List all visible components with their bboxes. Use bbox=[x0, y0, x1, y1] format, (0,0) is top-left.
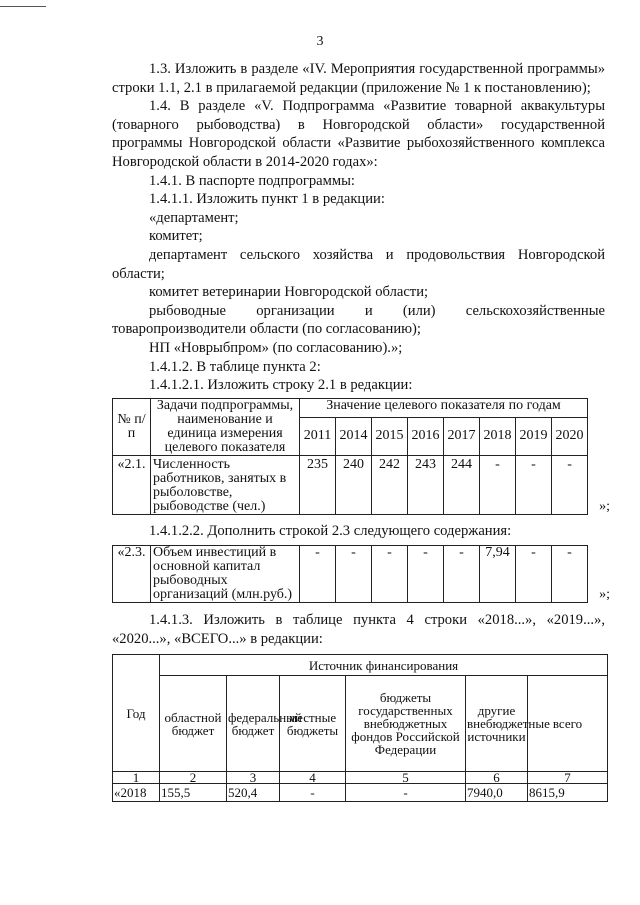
index-cell: 5 bbox=[346, 772, 466, 784]
index-cell: 4 bbox=[280, 772, 346, 784]
paragraph-1-4-1-2-2: 1.4.1.2.2. Дополнить строкой 2.3 следующего содержания: bbox=[149, 522, 512, 539]
paragraph-1-3: 1.3. Изложить в разделе «IV. Мероприятия государственной программы» строки 1.1, 2.1 в прилагаемой редакции (приложение № 1 к постановлению); bbox=[112, 61, 605, 96]
col-header-total: всего bbox=[528, 676, 608, 772]
table-closing-quote: »; bbox=[599, 498, 610, 514]
col-header-state-funds: бюджеты государственных внебюджетных фондов Российской Федерации bbox=[346, 676, 466, 772]
value-cell: 7,94 bbox=[480, 546, 516, 603]
col-header-year: Год bbox=[113, 655, 160, 772]
value-cell: 235 bbox=[300, 455, 336, 514]
investment-table bbox=[112, 545, 588, 603]
col-header-other: другие внебюджетные источники bbox=[466, 676, 528, 772]
list-item-fish-orgs: рыбоводные организации и (или) сельскохозяйственные товаропроизводители области (по согласованию); bbox=[112, 302, 605, 338]
row-name: Численность работников, занятых в рыболовстве, рыбоводстве (чел.) bbox=[151, 455, 300, 514]
year-cell: «2018 bbox=[113, 784, 160, 802]
funding-table bbox=[112, 654, 608, 802]
index-cell: 2 bbox=[160, 772, 227, 784]
value-cell: - bbox=[552, 455, 588, 514]
table-row bbox=[113, 455, 588, 514]
list-item-department: «департамент; bbox=[149, 209, 239, 226]
value-cell: - bbox=[408, 546, 444, 603]
col-header-task: Задачи подпрограммы, наименование и единица измерения целевого показателя bbox=[151, 398, 300, 455]
col-header-local: местные бюджеты bbox=[280, 676, 346, 772]
paragraph-1-4: 1.4. В разделе «V. Подпрограмма «Развитие товарной аквакультуры (товарного рыбоводства) в Новгородской области» государственной программы Новгородской области «Развитие рыбохозяйственного комплекса Новгородской области в 2014-2020 годах»: bbox=[112, 98, 605, 170]
value-cell: 520,4 bbox=[227, 784, 280, 802]
paragraph-1-4-1: 1.4.1. В паспорте подпрограммы: bbox=[149, 172, 355, 189]
year-header: 2020 bbox=[552, 418, 588, 456]
list-item-vet-committee: комитет ветеринарии Новгородской области; bbox=[149, 284, 429, 301]
row-name: Объем инвестиций в основной капитал рыбоводных организаций (млн.руб.) bbox=[151, 546, 300, 603]
row-number: «2.1. bbox=[113, 455, 151, 514]
table-row bbox=[113, 784, 608, 802]
year-header: 2015 bbox=[372, 418, 408, 456]
index-cell: 7 bbox=[528, 772, 608, 784]
value-cell: 244 bbox=[444, 455, 480, 514]
value-cell: 155,5 bbox=[160, 784, 227, 802]
year-header: 2018 bbox=[480, 418, 516, 456]
list-item-np: НП «Новрыбпром» (по согласованию).»; bbox=[149, 339, 403, 356]
page-number: 3 bbox=[316, 34, 324, 49]
indicator-table bbox=[112, 398, 588, 515]
indicator-table-wrapper bbox=[112, 397, 610, 515]
paragraph-1-4-1-3: 1.4.1.3. Изложить в таблице пункта 4 строки «2018...», «2019...», «2020...», «ВСЕГО...» в редакции: bbox=[112, 612, 605, 647]
index-row bbox=[113, 772, 608, 784]
year-header: 2011 bbox=[300, 418, 336, 456]
value-cell: 242 bbox=[372, 455, 408, 514]
index-cell: 3 bbox=[227, 772, 280, 784]
year-header: 2014 bbox=[336, 418, 372, 456]
investment-table-wrapper bbox=[112, 545, 610, 603]
value-cell: - bbox=[280, 784, 346, 802]
paragraph-1-4-1-2: 1.4.1.2. В таблице пункта 2: bbox=[149, 358, 321, 375]
document-body bbox=[112, 60, 610, 802]
value-cell: 8615,9 bbox=[528, 784, 608, 802]
value-cell: 243 bbox=[408, 455, 444, 514]
year-header: 2019 bbox=[516, 418, 552, 456]
col-header-regional: областной бюджет bbox=[160, 676, 227, 772]
value-cell: - bbox=[300, 546, 336, 603]
col-header-values: Значение целевого показателя по годам bbox=[300, 398, 588, 417]
value-cell: - bbox=[552, 546, 588, 603]
paragraph-1-4-1-1: 1.4.1.1. Изложить пункт 1 в редакции: bbox=[149, 191, 385, 208]
index-cell: 1 bbox=[113, 772, 160, 784]
index-cell: 6 bbox=[466, 772, 528, 784]
value-cell: - bbox=[480, 455, 516, 514]
table-row bbox=[113, 546, 588, 603]
value-cell: 7940,0 bbox=[466, 784, 528, 802]
list-item-agri-department: департамент сельского хозяйства и продовольствия Новгородской области; bbox=[112, 246, 605, 282]
value-cell: - bbox=[516, 455, 552, 514]
year-header: 2016 bbox=[408, 418, 444, 456]
col-header-source: Источник финансирования bbox=[160, 655, 608, 676]
value-cell: - bbox=[336, 546, 372, 603]
col-header-number: № п/п bbox=[113, 398, 151, 455]
value-cell: - bbox=[372, 546, 408, 603]
year-header: 2017 bbox=[444, 418, 480, 456]
paragraph-1-4-1-2-1: 1.4.1.2.1. Изложить строку 2.1 в редакции: bbox=[149, 377, 413, 394]
value-cell: 240 bbox=[336, 455, 372, 514]
list-item-committee: комитет; bbox=[149, 228, 203, 245]
value-cell: - bbox=[516, 546, 552, 603]
value-cell: - bbox=[346, 784, 466, 802]
col-header-federal: федеральный бюджет bbox=[227, 676, 280, 772]
table-closing-quote: »; bbox=[599, 587, 610, 603]
row-number: «2.3. bbox=[113, 546, 151, 603]
value-cell: - bbox=[444, 546, 480, 603]
top-rule bbox=[0, 6, 46, 7]
